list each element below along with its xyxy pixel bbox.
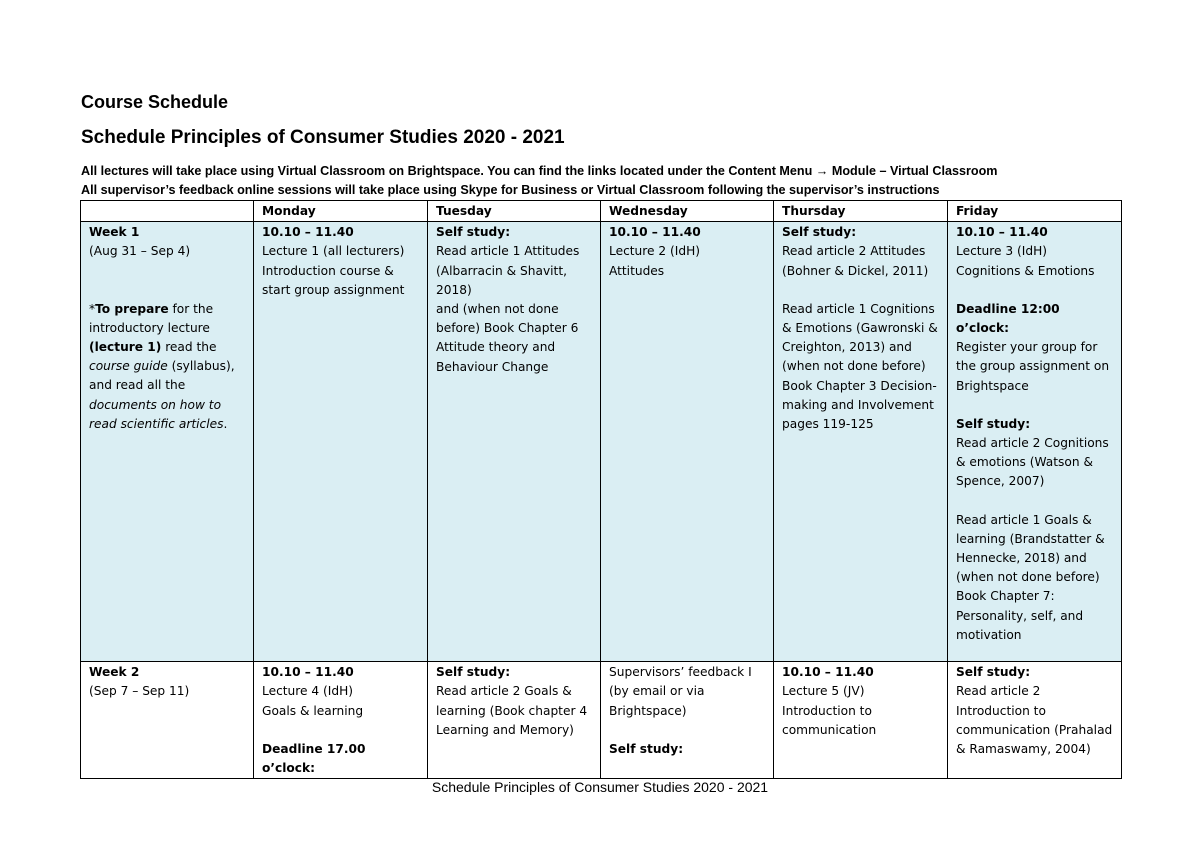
- week-2-wednesday-cell: Supervisors’ feedback I (by email or via Brightspace) Self study:: [601, 662, 774, 779]
- column-header-friday: Friday: [948, 201, 1122, 222]
- week-2-label: Week 2: [89, 665, 140, 680]
- week-1-tuesday-cell: Self study: Read article 1 Attitudes (Albarracin & Shavitt, 2018) and (when not done before) Book Chapter 6 Attitude theory and Behaviour Change: [428, 222, 601, 662]
- column-header-monday: Monday: [254, 201, 428, 222]
- week-1-friday-cell: 10.10 – 11.40 Lecture 3 (IdH) Cognitions & Emotions Deadline 12:00 o’clock: Register your group for the group assignment on Brightspace Self study: Read article 2 Cognitions & emotions (Watson & Spence, 2007) Read article 1 Goals & learning (Brandstatter & Hennecke, 2018) and (when not done before) Book Chapter 7: Personality, self, and motivation: [948, 222, 1122, 662]
- module-virtual-classroom-text: Module – Virtual Classroom: [831, 164, 998, 178]
- schedule-title: Schedule Principles of Consumer Studies 2020 - 2021: [81, 127, 565, 148]
- lectures-info-line: [81, 164, 998, 178]
- week-2-monday-cell: 10.10 – 11.40 Lecture 4 (IdH) Goals & learning Deadline 17.00 o’clock:: [254, 662, 428, 779]
- feedback-info-line: All supervisor’s feedback online sessions will take place using Skype for Business or Virtual Classroom following the supervisor’s instructions: [81, 183, 940, 197]
- lectures-info-text: All lectures will take place using Virtual Classroom on Brightspace. You can find the links located under the Content Menu: [81, 164, 813, 178]
- week-1-thursday-cell: Self study: Read article 2 Attitudes (Bohner & Dickel, 2011) Read article 1 Cognitions & Emotions (Gawronski & Creighton, 2013) and (when not done before) Book Chapter 3 Decision-making and Involvement pages 119-125: [774, 222, 948, 662]
- week-1-cell: [81, 222, 254, 662]
- week-1-wednesday-cell: 10.10 – 11.40 Lecture 2 (IdH) Attitudes: [601, 222, 774, 662]
- week-1-monday-time: 10.10 – 11.40: [262, 225, 354, 240]
- page-footer: Schedule Principles of Consumer Studies 2020 - 2021: [431, 779, 769, 795]
- week-1-friday-deadline: Deadline 12:00 o’clock:: [956, 301, 1060, 336]
- week-1-preparation-note: *To prepare for the introductory lecture (lecture 1) read the course guide (syllabus), and read all the documents on how to read scientific articles.: [89, 301, 235, 431]
- week-1-monday-cell: 10.10 – 11.40 Lecture 1 (all lecturers) Introduction course & start group assignment: [254, 222, 428, 662]
- column-header-tuesday: Tuesday: [428, 201, 601, 222]
- table-header-row: [81, 201, 1122, 222]
- column-header-wednesday: Wednesday: [601, 201, 774, 222]
- table-row-week-2: [81, 662, 1122, 779]
- table-row-week-1: [81, 222, 1122, 662]
- week-1-label: Week 1: [89, 225, 140, 240]
- week-2-friday-cell: Self study: Read article 2 Introduction to communication (Prahalad & Ramaswamy, 2004): [948, 662, 1122, 779]
- week-2-thursday-cell: 10.10 – 11.40 Lecture 5 (JV) Introduction to communication: [774, 662, 948, 779]
- week-2-monday-deadline: Deadline 17.00 o’clock:: [262, 741, 366, 776]
- course-schedule-heading: Course Schedule: [81, 92, 229, 112]
- week-1-dates: (Aug 31 – Sep 4): [89, 244, 191, 259]
- week-2-cell: [81, 662, 254, 779]
- column-header-week: [81, 201, 254, 222]
- arrow-right-icon: →: [815, 164, 829, 178]
- schedule-table: [80, 200, 1122, 779]
- week-2-tuesday-cell: Self study: Read article 2 Goals & learning (Book chapter 4 Learning and Memory): [428, 662, 601, 779]
- column-header-thursday: Thursday: [774, 201, 948, 222]
- week-2-dates: (Sep 7 – Sep 11): [89, 684, 190, 699]
